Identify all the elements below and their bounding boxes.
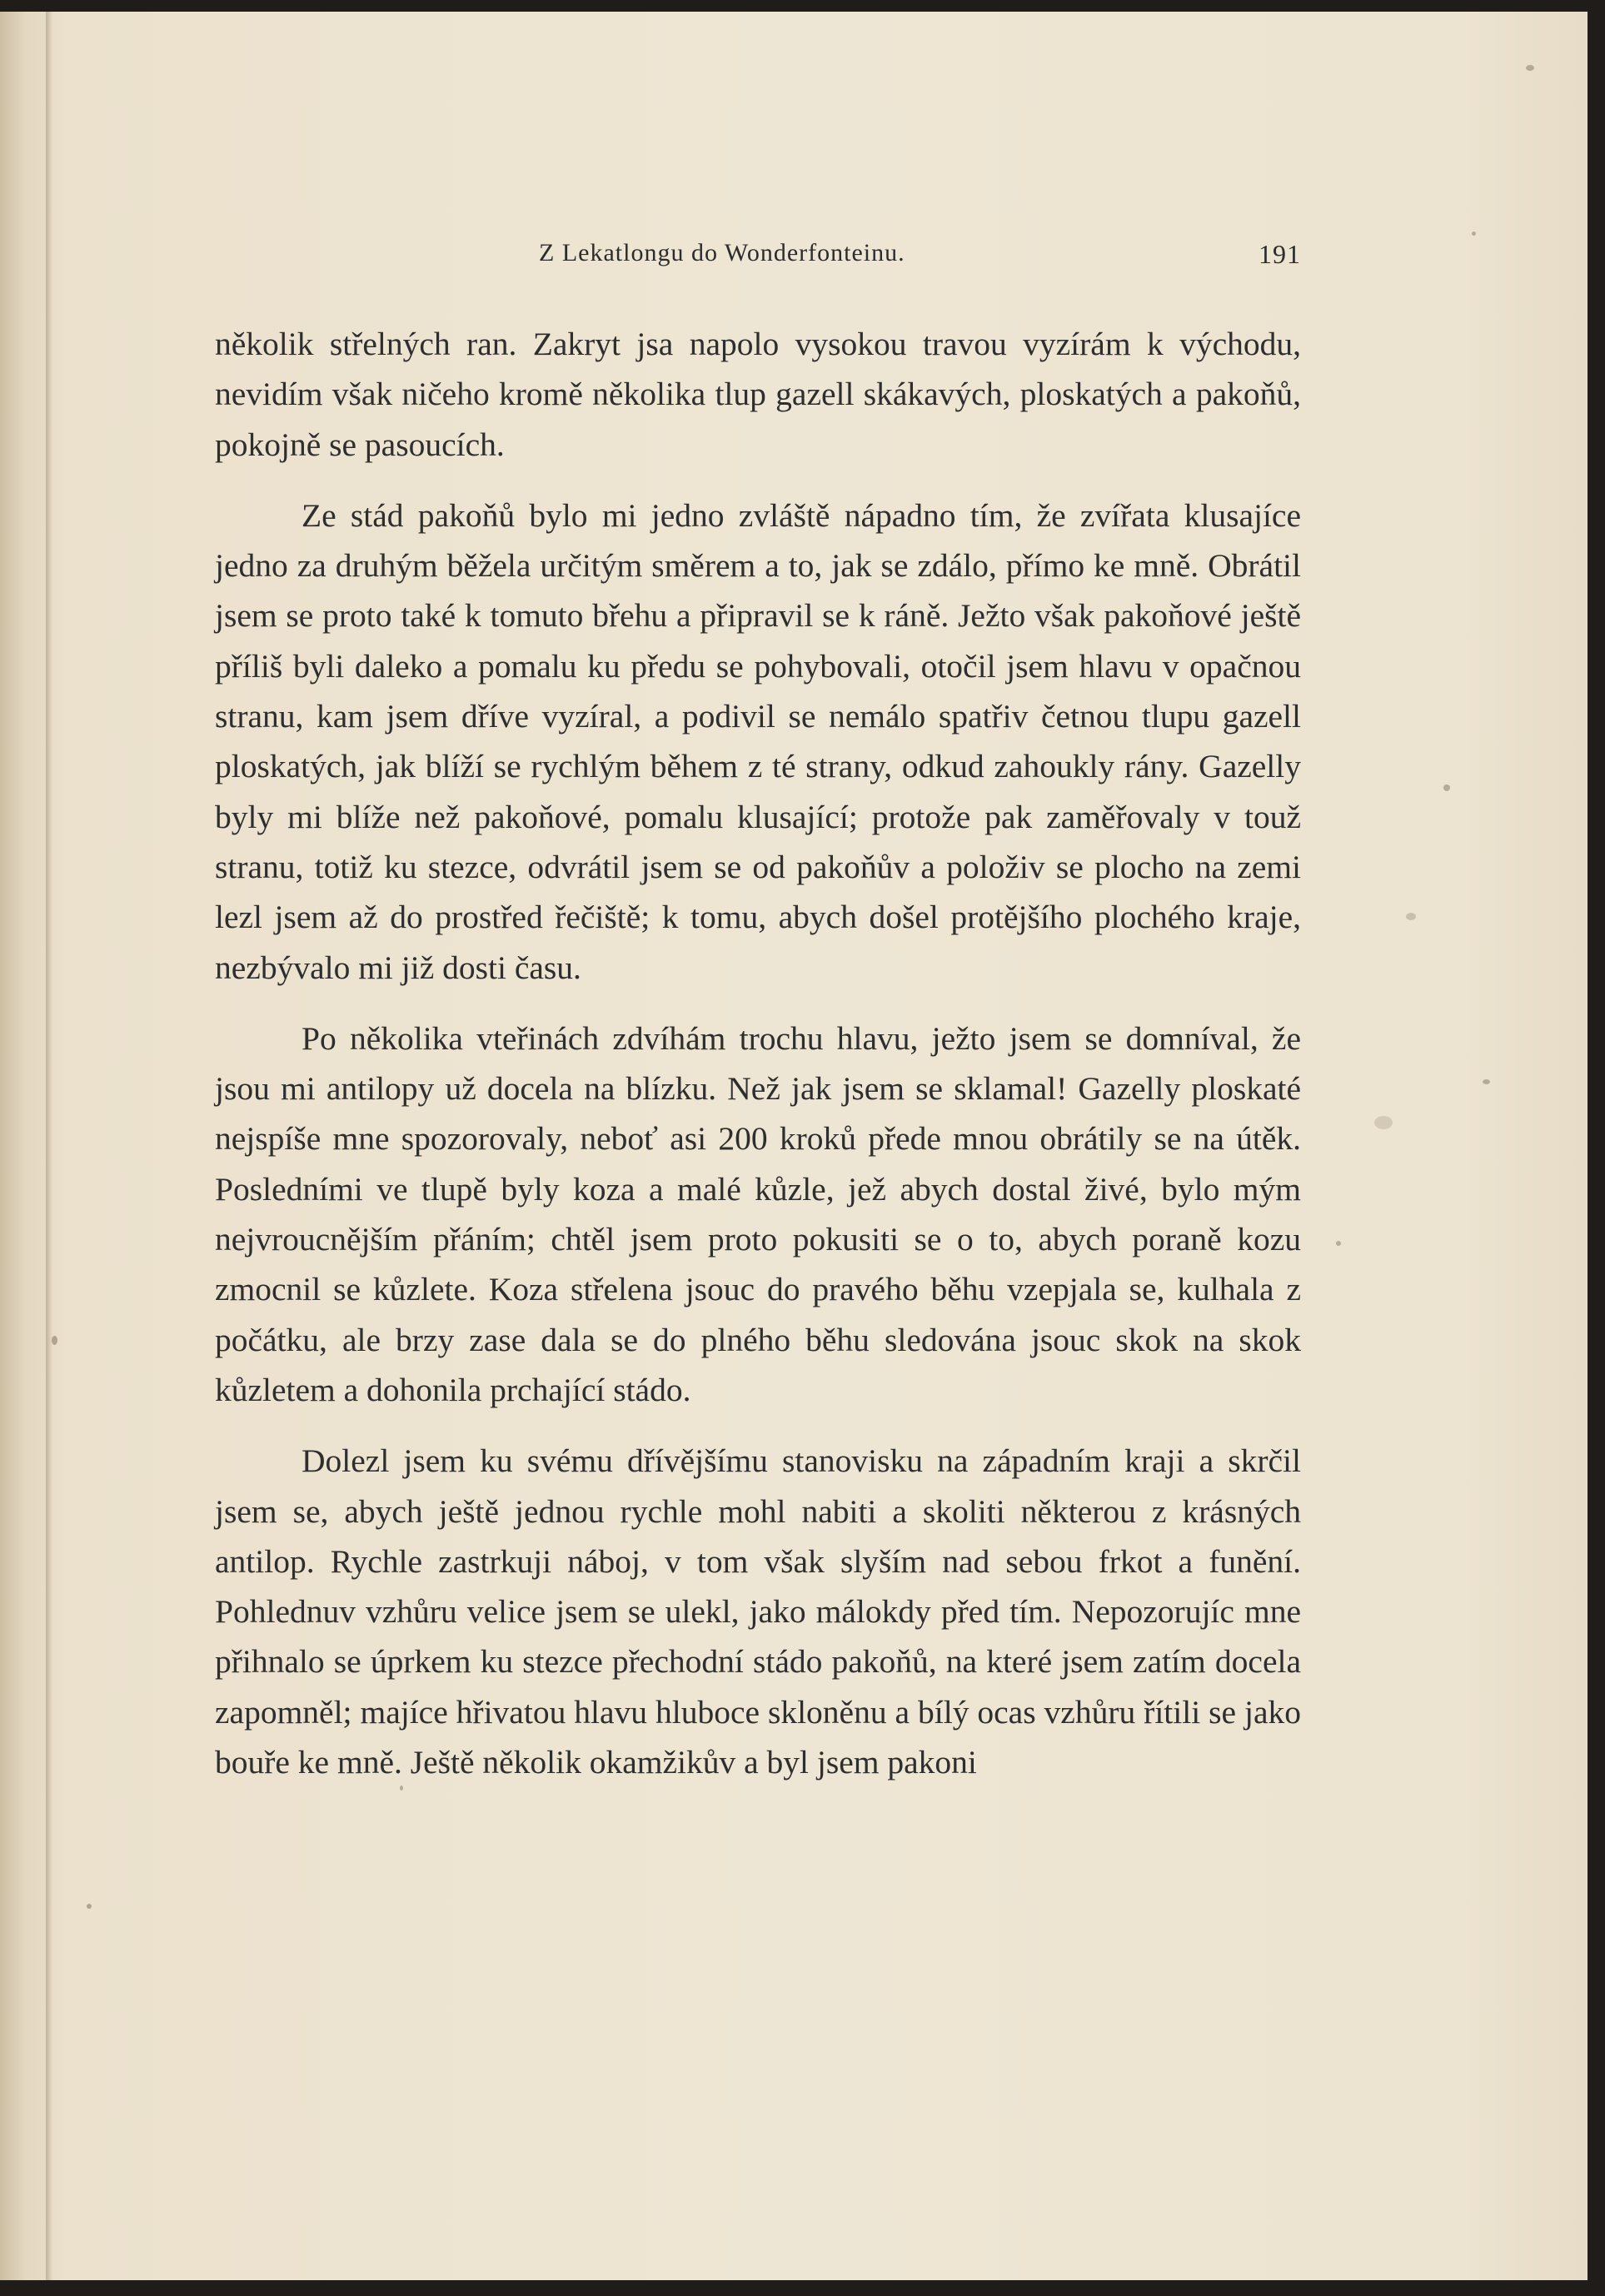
paper-speck [1483, 1079, 1490, 1084]
paper-speck [400, 1786, 403, 1790]
page-header [218, 239, 1301, 272]
paragraph: Ze stád pakoňů bylo mi jedno zvláště nápadno tím, že zvířata klusajíce jedno za druhým běžela určitým směrem a to, jak se zdálo, přímo ke mně. Obrátil jsem se proto také k tomuto břehu a připravil se k ráně. Ježto však pakoňové ještě příliš byli daleko a pomalu ku předu se pohybovali, otočil jsem hlavu v opačnou stranu, kam jsem dříve vyzíral, a podivil se nemálo spatřiv četnou tlupu gazell ploskatých, jak blíží se rychlým během z té strany, odkud zahoukly rány. Gazelly byly mi blíže než pakoňové, pomalu klusající; protože pak zaměřovaly v touž stranu, totiž ku stezce, odvrátil jsem se od pakoňův a položiv se plocho na zemi lezl jsem až do prostřed řečiště; k tomu, abych došel protějšího plochého kraje, nezbývalo mi již dosti času. [215, 496, 1301, 986]
paper-speck [1443, 784, 1450, 791]
paragraph: Po několika vteřinách zdvíhám trochu hlavu, ježto jsem se domníval, že jsou mi antilopy už docela na blízku. Než jak jsem se sklamal! Gazelly ploskaté nejspíše mne spozorovaly, neboť asi 200 kroků přede mnou obrátily se na útěk. Posledními ve tlupě byly koza a malé kůzle, jež abych dostal živé, bylo mým nejvroucnějším přáním; chtěl jsem proto pokusiti se o to, abych poraně kozu zmocnil se kůzlete. Koza střelena jsouc do pravého běhu vzepjala se, kulhala z počátku, ale brzy zase dala se do plného běhu sledována jsouc skok na skok kůzletem a dohonila prchající stádo. [215, 1019, 1301, 1408]
paper-speck [1406, 913, 1416, 920]
paper-speck [1526, 65, 1534, 71]
paper-speck [52, 1336, 57, 1345]
paper-speck [1336, 1241, 1341, 1246]
paper-speck [87, 1904, 92, 1909]
body-text [215, 319, 1301, 1787]
binding-shadow [46, 12, 52, 2280]
paragraph-continued: několik střelných ran. Zakryt jsa napolo vysokou travou vyzírám k východu, nevidím však ničeho kromě několika tlup gazell skákavých, ploskatých a pakoňů, pokojně se pasoucích. [215, 326, 1301, 463]
paper-speck [1374, 1116, 1393, 1129]
paper-speck [1472, 232, 1476, 236]
running-title: Z Lekatlongu do Wonderfonteinu. [539, 239, 905, 266]
paragraph: Dolezl jsem ku svému dřívějšímu stanovisku na západním kraji a skrčil jsem se, abych ještě jednou rychle mohl nabiti a skoliti některou z krásných antilop. Rychle zastrkuji náboj, v tom však slyším nad sebou frkot a funění. Pohlednuv vzhůru velice jsem se ulekl, jako málokdy před tím. Nepozorujíc mne přihnalo se úprkem ku stezce přechodní stádo pakoňů, na které jsem zatím docela zapomněl; majíce hřivatou hlavu hluboce skloněnu a bílý ocas vzhůru řítili se jako bouře ke mně. Ještě několik okamžikův a byl jsem pakoni [215, 1442, 1301, 1781]
page-number: 191 [1259, 239, 1301, 269]
